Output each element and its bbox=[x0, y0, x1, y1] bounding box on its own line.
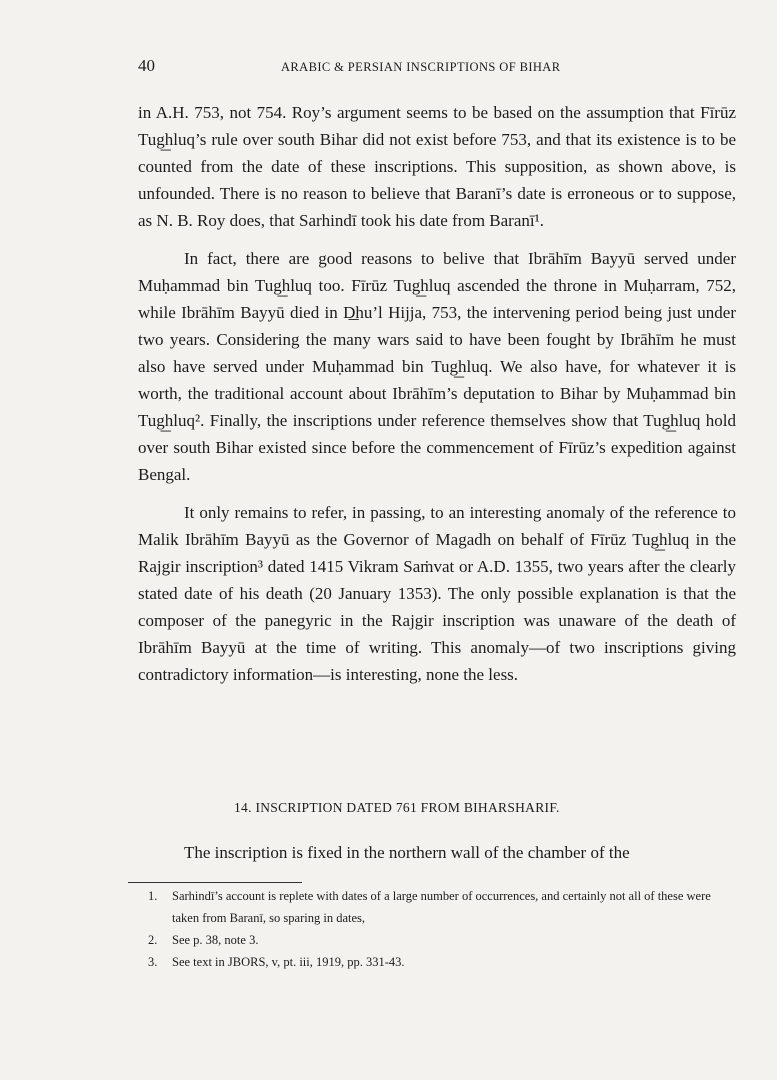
footnote-number: 3. bbox=[148, 955, 158, 969]
section-heading: 14. INSCRIPTION DATED 761 FROM BIHARSHARIF. bbox=[234, 800, 560, 815]
footnote-2 bbox=[148, 929, 738, 951]
footnote-number: 2. bbox=[148, 933, 158, 947]
running-head: ARABIC & PERSIAN INSCRIPTIONS OF BIHAR bbox=[281, 60, 561, 74]
footnote-text: Sarhindī’s account is replete with dates of a large number of occurrences, and certainly not all of these were taken from Baranī, so sparing in dates, bbox=[172, 889, 711, 925]
footnote-text: See p. 38, note 3. bbox=[172, 933, 259, 947]
paragraph-3: It only remains to refer, in passing, to an interesting anomaly of the reference to Malik Ibrāhīm Bayyū as the Governor of Magadh on behalf of Fīrūz Tug͟hluq in the Rajgir inscription³ dated 1415 Vikram Saṁvat or A.D. 1355, two years after the clearly stated date of his death (20 January 1353). The only possible explanation is that the composer of the panegyric in the Rajgir inscription was unaware of the death of Ibrāhīm Bayyū at the time of writing. This anomaly—of two inscriptions giving contradictory information—is interesting, none the less. bbox=[138, 503, 736, 684]
paragraph-2: In fact, there are good reasons to belive that Ibrāhīm Bayyū served under Muḥammad bin Tug͟hluq too. Fīrūz Tug͟hluq ascended the throne in Muḥarram, 752, while Ibrāhīm Bayyū died in D͟hu’l Hijja, 753, the intervening period being just under two years. Considering the many wars said to have been fought by Ibrāhīm he must also have served under Muḥammad bin Tug͟hluq. We also have, for whatever it is worth, the traditional account about Ibrāhīm’s deputation to Bihar by Muḥammad bin Tug͟hluq². Finally, the inscriptions under reference themselves show that Tug͟hluq hold over south Bihar existed since before the commencement of Fīrūz’s expedition against Bengal. bbox=[138, 249, 736, 484]
footnote-3 bbox=[148, 951, 738, 973]
body-text bbox=[138, 99, 736, 699]
page-number: 40 bbox=[138, 56, 155, 75]
page-header bbox=[138, 56, 738, 80]
paragraph-4: The inscription is fixed in the northern wall of the chamber of the bbox=[184, 843, 630, 862]
footnote-divider bbox=[128, 882, 302, 883]
footnote-1 bbox=[148, 885, 738, 929]
footnotes bbox=[148, 885, 738, 973]
footnote-number: 1. bbox=[148, 889, 158, 903]
paragraph-1: in A.H. 753, not 754. Roy’s argument seems to be based on the assumption that Fīrūz Tug͟hluq’s rule over south Bihar did not exist before 753, and that its existence is to be counted from the date of these inscriptions. This supposition, as shown above, is unfounded. There is no reason to believe that Baranī’s date is erroneous or to suppose, as N. B. Roy does, that Sarhindī took his date from Baranī¹. bbox=[138, 103, 736, 230]
footnote-text: See text in JBORS, v, pt. iii, 1919, pp. 331-43. bbox=[172, 955, 405, 969]
